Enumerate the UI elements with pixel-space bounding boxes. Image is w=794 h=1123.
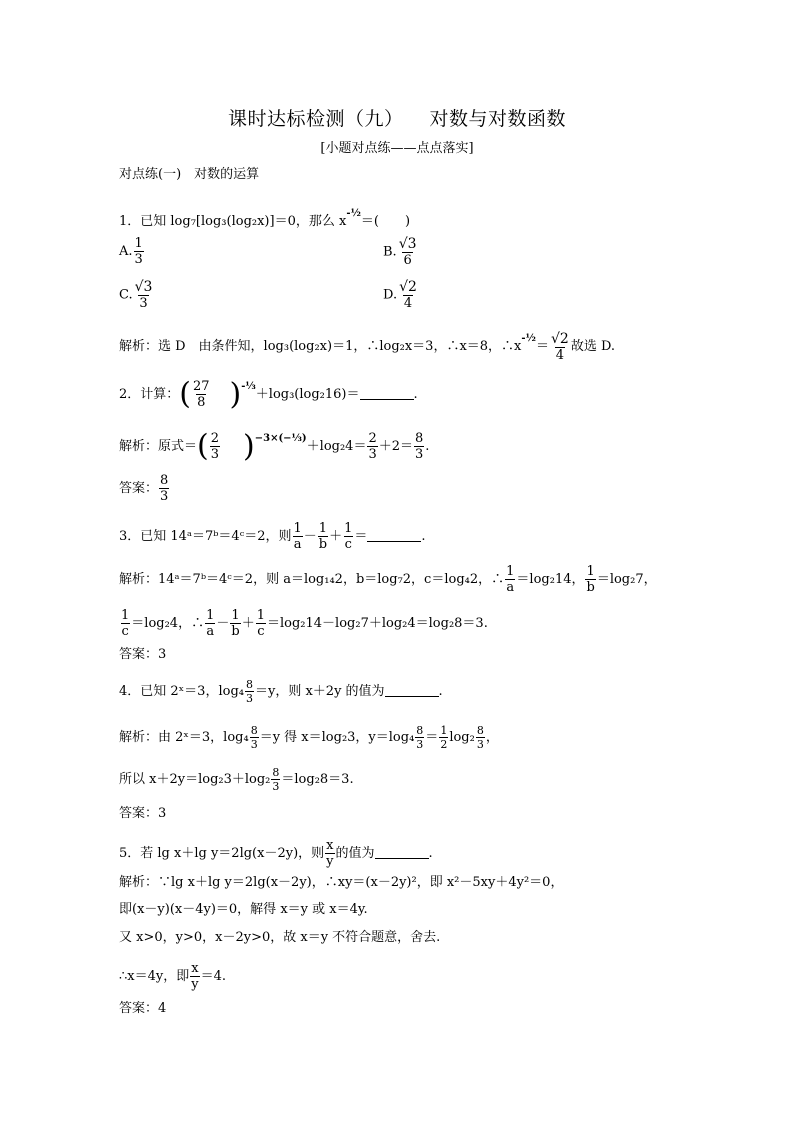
q5-answer-blank — [375, 846, 429, 859]
fraction — [205, 609, 215, 638]
fraction-numerator: 8 — [160, 473, 169, 488]
text-segment: . — [438, 684, 443, 699]
fraction-numerator: 1 — [256, 608, 265, 623]
fraction — [318, 522, 328, 551]
q4-stem — [119, 679, 443, 704]
text-segment: 5．若 lg x＋lg y＝2lg(x－2y)，则 — [119, 846, 325, 861]
text-segment: 答案： — [119, 481, 159, 496]
fraction-numerator: 2 — [368, 431, 377, 446]
fraction-denominator: 4 — [555, 347, 565, 363]
fraction — [585, 565, 595, 594]
q5-solution-line-3: 又 x>0，y>0，x－2y>0，故 x＝y 不符合题意，舍去. — [119, 930, 441, 945]
fraction-numerator: 8 — [250, 724, 258, 737]
fraction — [292, 522, 302, 551]
text-segment: A. — [119, 244, 133, 259]
fraction — [398, 237, 418, 267]
fraction-denominator: 3 — [160, 489, 169, 504]
fraction — [190, 962, 199, 991]
fraction-numerator: 8 — [416, 724, 424, 737]
fraction-numerator: 1 — [344, 521, 353, 536]
fraction-numerator: 1 — [586, 564, 595, 579]
text-segment: 解析：由 2ˣ＝3，log₄ — [119, 730, 249, 745]
fraction — [250, 725, 259, 750]
text-segment: ＋ — [329, 529, 343, 544]
text-segment: 所以 x＋2y＝log₂3＋log₂ — [119, 772, 271, 787]
text-segment: 4．已知 2ˣ＝3，log₄ — [119, 684, 244, 699]
q5-solution-line-4 — [119, 962, 226, 991]
text-segment: . — [428, 846, 433, 861]
text-segment: ＝log₂4，∴ — [131, 616, 205, 631]
text-segment: ＝y 得 x＝log₂3，y＝log₄ — [259, 730, 415, 745]
fraction — [256, 609, 266, 638]
fraction-denominator: 3 — [134, 252, 143, 267]
text-segment: 故选 D. — [570, 339, 616, 354]
fraction-numerator: 8 — [476, 724, 484, 737]
q4-solution-line-1 — [119, 725, 499, 750]
exponent: -½ — [346, 208, 361, 219]
fraction-numerator: 1 — [440, 724, 448, 737]
fraction — [120, 609, 130, 638]
fraction-denominator: c — [257, 624, 265, 639]
text-segment: ＝ — [536, 339, 550, 354]
fraction-denominator: b — [318, 537, 328, 552]
fraction — [245, 679, 254, 704]
fraction-denominator: c — [344, 537, 352, 552]
fraction-numerator: 1 — [318, 521, 328, 536]
fraction-denominator: 4 — [403, 296, 413, 311]
fraction-denominator: 8 — [197, 395, 206, 410]
text-segment: ＋log₃(log₂16)＝ — [255, 387, 360, 402]
q1-option-b — [383, 237, 419, 267]
fraction-numerator: 1 — [206, 608, 215, 623]
text-segment: ＝log₂7， — [596, 572, 657, 587]
fraction-numerator: x — [326, 838, 334, 853]
fraction — [210, 432, 220, 461]
q2-answer — [119, 474, 170, 503]
exponent: -⅓ — [241, 381, 256, 392]
fraction-numerator: 8 — [415, 431, 424, 446]
text-segment: 解析：选 D 由条件知，log₃(log₂x)＝1，∴log₂x＝3，∴x＝8，∴x — [119, 339, 522, 354]
text-segment: － — [216, 616, 230, 631]
fraction-denominator: 6 — [403, 253, 412, 268]
text-segment: ＝log₂14， — [516, 572, 585, 587]
fraction — [505, 565, 515, 594]
text-segment: ＋2＝ — [378, 439, 414, 454]
text-segment: D. — [383, 287, 398, 303]
q3-solution-line-1 — [119, 565, 657, 594]
fraction-denominator: 3 — [272, 780, 280, 793]
fraction — [159, 474, 169, 503]
fraction-denominator: a — [506, 580, 515, 595]
page-subtitle: [小题对点练——点点落实] — [320, 141, 474, 156]
text-segment: ＝( ) — [360, 214, 411, 229]
parenthesis: ( — [197, 428, 209, 464]
fraction-numerator: √2 — [399, 279, 417, 295]
fraction-numerator: 8 — [245, 678, 253, 691]
q3-answer: 答案：3 — [119, 647, 167, 662]
text-segment: . — [425, 439, 430, 454]
fraction-denominator: 3 — [368, 447, 377, 462]
text-segment: 3．已知 14ᵃ＝7ᵇ＝4ᶜ＝2，则 — [119, 529, 292, 544]
text-segment: . — [421, 529, 426, 544]
text-segment: ＋ — [241, 616, 255, 631]
q1-stem — [119, 205, 410, 231]
q4-answer-blank — [385, 684, 439, 697]
fraction-numerator: √3 — [134, 279, 153, 295]
fraction — [325, 839, 334, 868]
text-segment: ＝y，则 x＋2y 的值为 — [254, 684, 385, 699]
fraction-numerator: √2 — [551, 330, 569, 347]
fraction — [398, 280, 418, 310]
text-segment: C. — [119, 287, 133, 303]
text-segment: ＝4. — [200, 969, 226, 984]
q1-option-a — [119, 237, 145, 266]
fraction-numerator: x — [191, 961, 199, 976]
fraction-denominator: a — [206, 624, 215, 639]
exponent: -½ — [521, 333, 536, 344]
text-segment: log₂ — [449, 730, 475, 745]
fraction — [192, 380, 211, 409]
parenthesis: ) — [243, 428, 255, 464]
text-segment: 解析：14ᵃ＝7ᵇ＝4ᶜ＝2，则 a＝log₁₄2，b＝log₇2，c＝log₄2，∴ — [119, 572, 505, 587]
q5-stem — [119, 839, 433, 868]
fraction-numerator: 1 — [293, 521, 302, 536]
fraction-denominator: 3 — [416, 738, 424, 751]
q4-answer: 答案：3 — [119, 806, 167, 821]
fraction — [134, 280, 154, 310]
fraction — [550, 332, 570, 362]
q2-solution — [119, 428, 430, 464]
fraction-denominator: 3 — [245, 692, 253, 705]
fraction — [271, 767, 280, 792]
text-segment: ∴x＝4y，即 — [119, 969, 190, 984]
text-segment: 2．计算： — [119, 387, 180, 402]
fraction — [415, 725, 424, 750]
text-segment: ＝log₂14－log₂7＋log₂4＝log₂8＝3. — [267, 616, 488, 631]
fraction — [367, 432, 377, 461]
fraction-numerator: 1 — [121, 608, 130, 623]
text-segment: B. — [383, 244, 397, 260]
fraction — [343, 522, 353, 551]
fraction — [476, 725, 485, 750]
q1-solution — [119, 330, 615, 362]
q5-solution-line-2: 即(x－y)(x－4y)＝0，解得 x＝y 或 x＝4y. — [119, 902, 368, 917]
fraction-numerator: 1 — [134, 236, 143, 251]
fraction-numerator: 27 — [193, 379, 210, 394]
fraction-numerator: 1 — [231, 608, 240, 623]
fraction-denominator: 3 — [476, 738, 484, 751]
q2-answer-blank — [360, 387, 414, 400]
fraction-denominator: 3 — [210, 447, 220, 462]
fraction-denominator: 2 — [440, 738, 448, 751]
fraction — [134, 237, 144, 266]
fraction-numerator: √3 — [398, 236, 417, 252]
text-segment: . — [413, 387, 418, 402]
page-title — [0, 104, 794, 131]
title-part-2: 对数与对数函数 — [429, 108, 567, 130]
fraction-denominator: y — [191, 977, 199, 992]
text-segment: 解析：原式＝ — [119, 439, 198, 454]
q3-answer-blank — [367, 529, 421, 542]
q3-stem — [119, 522, 426, 551]
q5-answer: 答案：4 — [119, 1001, 167, 1016]
text-segment: 1．已知 log₇[log₃(log₂x)]＝0，那么 x — [119, 214, 347, 229]
fraction-denominator: y — [326, 854, 334, 869]
text-segment: ＝ — [354, 529, 368, 544]
parenthesis: ( — [179, 376, 191, 412]
q3-solution-line-2 — [119, 609, 488, 638]
parenthesis: ) — [229, 376, 242, 412]
text-segment: ＝ — [425, 730, 439, 745]
q2-stem — [119, 376, 418, 412]
fraction — [230, 609, 240, 638]
fraction — [439, 725, 448, 750]
fraction-denominator: 3 — [250, 738, 258, 751]
fraction-denominator: 3 — [415, 447, 424, 462]
fraction-numerator: 2 — [210, 431, 220, 446]
title-part-1: 课时达标检测（九） — [227, 108, 404, 130]
text-segment: ＝log₂8＝3. — [281, 772, 354, 787]
fraction-denominator: b — [586, 580, 595, 595]
exponent: −3×(−⅓) — [254, 433, 307, 444]
fraction-numerator: 1 — [506, 564, 515, 579]
q4-solution-line-2 — [119, 767, 354, 792]
fraction-denominator: 3 — [139, 296, 148, 311]
text-segment: ＋log₂4＝ — [306, 439, 367, 454]
text-segment: ， — [485, 730, 499, 745]
text-segment: 的值为 — [335, 846, 375, 861]
text-segment: － — [303, 529, 317, 544]
fraction-denominator: c — [121, 624, 129, 639]
fraction-numerator: 8 — [272, 766, 280, 779]
fraction-denominator: a — [293, 537, 302, 552]
fraction — [414, 432, 424, 461]
q5-solution-line-1: 解析：∵lg x＋lg y＝2lg(x－2y)，∴xy＝(x－2y)²，即 x²－5xy＋4y²＝0， — [119, 875, 564, 890]
section-heading: 对点练(一) 对数的运算 — [119, 167, 260, 182]
q1-option-c — [119, 280, 154, 310]
q1-option-d — [383, 280, 419, 310]
fraction-denominator: b — [231, 624, 240, 639]
